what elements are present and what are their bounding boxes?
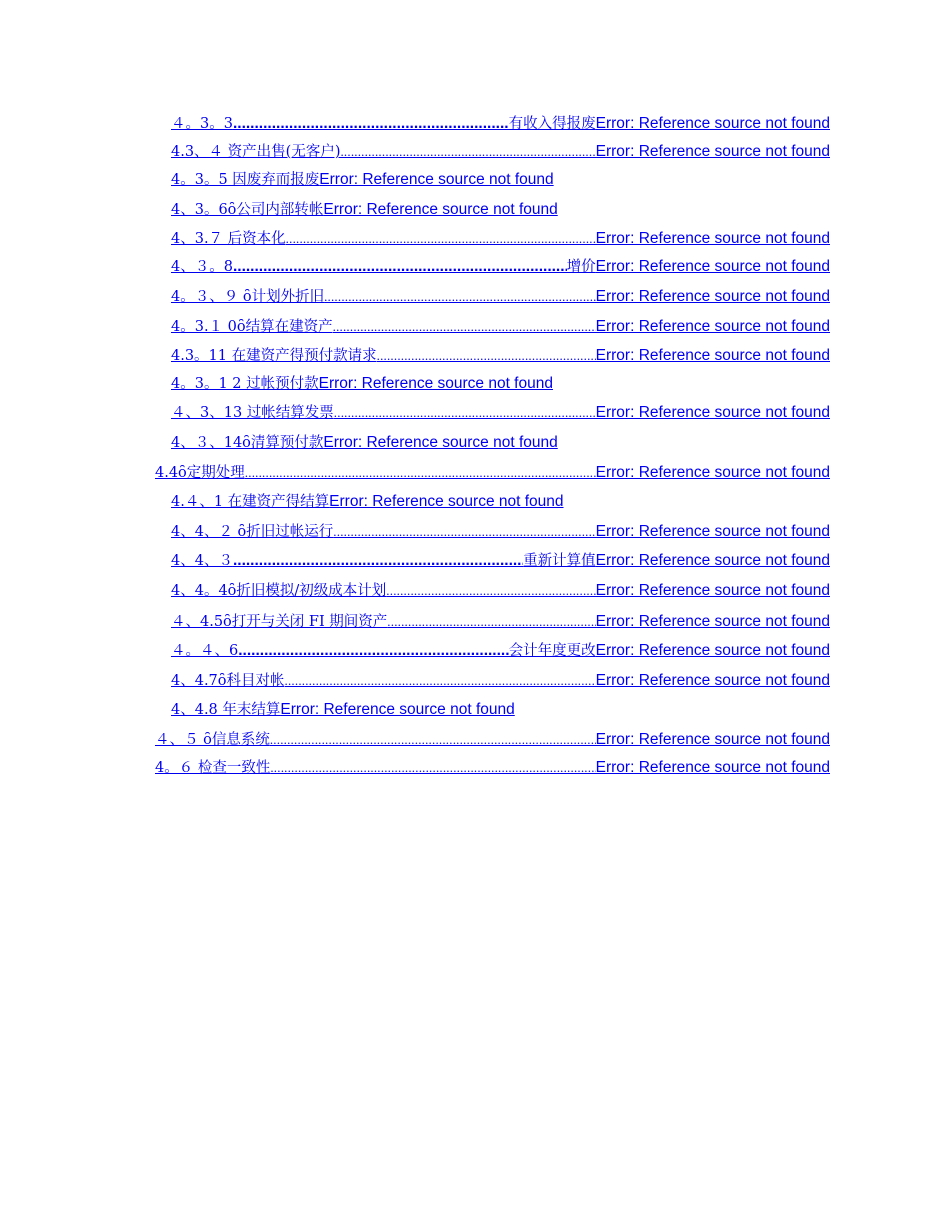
toc-entry-4-5[interactable]	[155, 728, 830, 750]
toc-entry-reference: Error: Reference source not found	[323, 434, 558, 451]
toc-entry-title: ４、4.5ȏ打开与关闭 FI 期间资产	[171, 614, 388, 630]
toc-entry-4-4-3[interactable]	[171, 549, 830, 571]
toc-leader-dots	[233, 551, 523, 571]
toc-entry-4-4-6[interactable]	[171, 639, 830, 661]
toc-entry-suffix: 会计年度更改	[508, 643, 596, 659]
toc-entry-4-4-8[interactable]	[171, 698, 515, 720]
toc-entry-title: 4.４、1 在建资产得结算	[171, 494, 330, 510]
toc-entry-4-3-10[interactable]	[171, 315, 830, 337]
toc-leader-dots	[270, 730, 596, 750]
toc-entry-reference: Error: Reference source not found	[280, 701, 515, 718]
toc-entry-4-6[interactable]	[155, 756, 830, 778]
toc-entry-reference: Error: Reference source not found	[595, 731, 830, 748]
toc-entry-reference: Error: Reference source not found	[329, 493, 564, 510]
toc-entry-title: 4、4、３	[171, 553, 233, 569]
toc-entry-reference: Error: Reference source not found	[595, 347, 830, 364]
toc-entry-4-3-5[interactable]	[171, 168, 554, 190]
toc-entry-title: 4。3.１ 0ȏ结算在建资产	[171, 319, 333, 335]
toc-entry-title: ４。3。3	[171, 116, 233, 132]
toc-entry-title: 4、4.8 年末结算	[171, 702, 281, 718]
toc-leader-dots	[285, 671, 596, 691]
toc-entry-4-4-2[interactable]	[171, 520, 830, 542]
toc-leader-dots	[333, 317, 596, 337]
toc-entry-reference: Error: Reference source not found	[595, 759, 830, 776]
toc-entry-title: 4、3.７ 后资本化	[171, 231, 286, 247]
toc-entry-reference: Error: Reference source not found	[319, 171, 554, 188]
toc-entry-title: 4、3。6ȏ公司内部转帐	[171, 202, 324, 218]
toc-entry-title: 4。６ 检查一致性	[155, 760, 271, 776]
toc-entry-reference: Error: Reference source not found	[595, 582, 830, 599]
toc-entry-suffix: 增价	[566, 259, 596, 275]
toc-entry-4-4-5[interactable]	[171, 610, 830, 632]
toc-leader-dots	[324, 287, 596, 307]
toc-entry-reference: Error: Reference source not found	[595, 230, 830, 247]
toc-entry-suffix: 有收入得报废	[508, 116, 596, 132]
toc-entry-title: 4.3。11 在建资产得预付款请求	[171, 348, 377, 364]
toc-leader-dots	[238, 641, 508, 661]
toc-leader-dots	[286, 229, 596, 249]
toc-entry-title: 4.3、４ 资产出售(无客户)	[171, 144, 341, 160]
toc-entry-reference: Error: Reference source not found	[595, 552, 830, 569]
toc-entry-4-3-11[interactable]	[171, 344, 830, 366]
toc-entry-title: 4、4。4ȏ折旧模拟/初级成本计划	[171, 583, 387, 599]
toc-entry-reference: Error: Reference source not found	[595, 318, 830, 335]
toc-leader-dots	[377, 346, 596, 366]
toc-entry-title: 4。3。1 2 过帐预付款	[171, 376, 319, 392]
toc-entry-title: ４、3、13 过帐结算发票	[171, 405, 334, 421]
toc-leader-dots	[270, 758, 595, 778]
toc-entry-4-3-3[interactable]	[171, 112, 830, 134]
toc-entry-title: 4、4.7ȏ科目对帐	[171, 673, 285, 689]
toc-leader-dots	[233, 114, 509, 134]
toc-leader-dots	[333, 522, 595, 542]
toc-entry-title: 4、4、２ ȏ折旧过帐运行	[171, 524, 334, 540]
toc-entry-4-3-6[interactable]	[171, 198, 558, 220]
toc-entry-4-3-12[interactable]	[171, 372, 553, 394]
toc-entry-reference: Error: Reference source not found	[595, 523, 830, 540]
toc-entry-4-3-4[interactable]	[171, 140, 830, 162]
toc-entry-title: ４、５ ȏ信息系统	[155, 732, 270, 748]
toc-entry-4-3-9[interactable]	[171, 285, 830, 307]
toc-entry-4-4[interactable]	[155, 461, 830, 483]
toc-entry-reference: Error: Reference source not found	[595, 288, 830, 305]
toc-entry-reference: Error: Reference source not found	[595, 404, 830, 421]
toc-entry-4-3-7[interactable]	[171, 227, 830, 249]
toc-entry-4-4-1[interactable]	[171, 490, 564, 512]
toc-entry-title: 4、３。8	[171, 259, 233, 275]
toc-leader-dots	[334, 403, 596, 423]
toc-entry-4-3-8[interactable]	[171, 255, 830, 277]
toc-entry-reference: Error: Reference source not found	[595, 613, 830, 630]
toc-entry-4-3-13[interactable]	[171, 401, 830, 423]
toc-entry-4-4-4[interactable]	[171, 579, 830, 601]
toc-entry-title: 4、３、14ȏ清算预付款	[171, 435, 324, 451]
toc-leader-dots	[387, 612, 595, 632]
toc-leader-dots	[340, 142, 595, 162]
toc-entry-4-4-7[interactable]	[171, 669, 830, 691]
toc-leader-dots	[245, 463, 596, 483]
toc-entry-title: 4.4ȏ定期处理	[155, 465, 245, 481]
toc-entry-4-3-14[interactable]	[171, 431, 558, 453]
toc-entry-title: 4。3。5 因废弃而报废	[171, 172, 320, 188]
toc-entry-suffix: 重新计算值	[523, 553, 596, 569]
toc-entry-reference: Error: Reference source not found	[595, 258, 830, 275]
toc-entry-title: ４。４、6	[171, 643, 239, 659]
toc-entry-title: 4。３、９ ȏ计划外折旧	[171, 289, 325, 305]
toc-entry-reference: Error: Reference source not found	[595, 464, 830, 481]
toc-leader-dots	[233, 257, 567, 277]
toc-entry-reference: Error: Reference source not found	[595, 672, 830, 689]
toc-entry-reference: Error: Reference source not found	[595, 115, 830, 132]
toc-leader-dots	[386, 581, 595, 601]
toc-entry-reference: Error: Reference source not found	[323, 201, 558, 218]
toc-entry-reference: Error: Reference source not found	[595, 642, 830, 659]
toc-entry-reference: Error: Reference source not found	[595, 143, 830, 160]
toc-entry-reference: Error: Reference source not found	[318, 375, 553, 392]
